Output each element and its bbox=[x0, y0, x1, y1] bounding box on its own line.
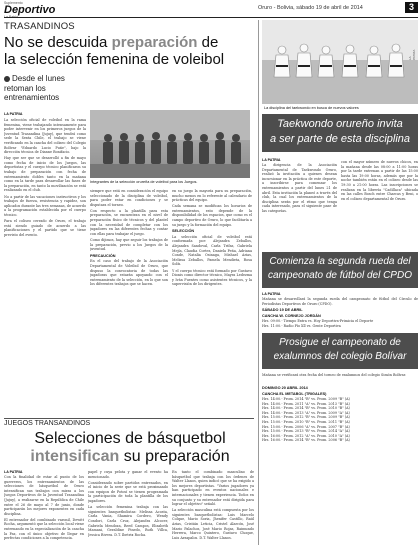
volley-team-photo bbox=[90, 110, 250, 178]
basquet-headline-em: intensifican bbox=[30, 448, 120, 465]
volley-sub-precaucion: PRECAUCIÓN bbox=[90, 253, 116, 258]
taekwondo-banner-line2: a ser parte de esta disciplina bbox=[269, 133, 411, 145]
futbol-fixture-2: Hrs. 11:00.- Radio Pío Xll vs. Gente Deportiva bbox=[262, 324, 341, 328]
basquet-col1-p1: Con la finalidad de estar al punto de los guerreros, los entrenamientos de las selecciones de básquetbol de Oruro intensifican sus trabajos con miras a los Juegos Deportivos de la Juventud Trasandina (Jujuy), a realizarse en la República de Chile entre el 26 de mayo al 7 de junio, donde participarán los mejores exponentes en cada disciplina. bbox=[4, 475, 84, 516]
volley-col3 bbox=[172, 189, 252, 419]
volley-headline bbox=[4, 34, 254, 68]
colegio-fixture-9: Hrs. 16:00.- Prom. 2012 "A" vs. Prom. 2010 "A" (A) bbox=[262, 433, 350, 438]
header-rule bbox=[4, 17, 418, 18]
taekwondo-banner-line1: Taekwondo orureño invita bbox=[277, 118, 403, 130]
basquet-col1 bbox=[4, 475, 84, 545]
volley-headline-line2: la selección femenina de voleibol bbox=[4, 51, 225, 68]
volley-col2-p4: En el caso del trabajo de la Asociación Departamental de Voleibol de Oruro, que dispuso la convocatoria de todas las jugadoras que estarán apoyando con el entrenamiento de la selección, en lo que son los diferentes trabajos que se hacen. bbox=[90, 259, 168, 287]
colegio-fixture-7: Hrs. 15:00.- Prom. 2006 "A" vs. Prom. 2007 "B" (A) bbox=[262, 424, 350, 429]
volley-col3-p3: La selección oficial de voleibol está conformada por: Alejandra Zeballos, Alejandra Sandoval, Carla Trifas, Gabriela Mejía, Claudia Cortez, Daniela Peña, Adriana Conde, Natalia Osinaga, Mishael Arias, Melissa Zeballos, Pamela Mendieta, Rosa Solís. bbox=[172, 234, 252, 267]
volley-team-illustration bbox=[90, 110, 250, 178]
volley-headline-pre: No se descuida bbox=[4, 34, 112, 51]
logo-line1: Suplemento bbox=[4, 1, 23, 5]
futbol-body: Mañana se desarrollará la segunda rueda del campeonato de fútbol del Círculo de Periodistas Deportivos de Oruro (CPDO). bbox=[262, 297, 418, 306]
volley-headline-post: de bbox=[197, 34, 219, 51]
colegio-fixture-3: Hrs. 14:00.- Prom. 2014 "B" vs. Prom. 2010 "B" (A) bbox=[262, 406, 350, 411]
volley-col1-p1: La selección oficial de voleibol en la rama femenina, viene trabajando intensamente para poder intervenir en los primeros juegos de la Juventud Trasandina (Jujuy), que tendrá como sede la Sexta Chile, el trabajo se viene verificando en la cancha del coliseo del Colegio Bolívar "Eduardo Lucio Puñe", bajo la dirección técnica de Dianne Bonifacio. bbox=[4, 118, 86, 155]
volley-col1-p4: Para el coliseo cerrado de Oruro, el trabajo está siendo guiado de acuerdo a las planificaciones y el partido que se tiene previsto del evento. bbox=[4, 218, 86, 237]
basquet-top-rule bbox=[4, 418, 254, 419]
volley-photo-caption: Integrantes de la selección orureña de voleibol para los Juegos. bbox=[90, 180, 198, 184]
colegio-banner bbox=[262, 333, 418, 369]
colegio-intro: Mañana se verificará otra fecha del torneo de exalumnos del colegio Simón Bolívar. bbox=[262, 373, 406, 377]
futbol-byline: LA PATRIA bbox=[262, 292, 281, 296]
volley-sub-seleccion: SELECCIÓN bbox=[172, 229, 195, 234]
volley-col2 bbox=[90, 189, 168, 419]
basquet-col2 bbox=[88, 470, 168, 545]
colegio-banner-line2: exalumnos del colegio Bolívar bbox=[273, 351, 407, 362]
taekwondo-photo bbox=[262, 20, 418, 104]
colegio-fixture-2: Hrs. 14:00.- Prom. 2011 "A" vs. Prom. 2013 "B" (A) bbox=[262, 401, 350, 406]
section-logo bbox=[4, 1, 76, 17]
volley-col1-p2: Hay que ser que se desarrolló a fin de mayo como fecha de inicio de los Juegos, las deportistas y el cuerpo técnico planificaron su trabajo de preparación con fecha de entrenamiento dobles tanto en la mañana como en la tarde para desarrollar las fases de la preparación, en tanto la movilización se está realizando en el club. bbox=[4, 156, 86, 193]
volley-kicker-text: Desde el lunes retoman los entrenamientos bbox=[4, 74, 65, 102]
taekwondo-byline: LA PATRIA bbox=[262, 158, 281, 162]
futbol-banner-line1: Comienza la segunda rueda del bbox=[269, 256, 411, 267]
basquet-col2-p2: Considerando sobre partidos entrenados, en el inicio de la serie que se está proximando con equipos de Potosí se tienen programada la participación de toda la plantilla de los jugadores. bbox=[88, 480, 168, 504]
volley-col1-p3: No a partir de las vacaciones instructivos y los trabajos de fuerza, resistencia y rapidez, son aplicados durante las tres semanas, de acuerdo a la programación establecida por el cuerpo técnico. bbox=[4, 194, 86, 217]
basquet-headline-post: su preparación bbox=[119, 448, 230, 465]
volley-col3-p2: Cada semana se modifican los horarios de entrenamientos, esto depende de la disponibilidad de los espacios, que como es el campo deportivo de Oruro, lo que facilitaría a su juego y la formación del equipo. bbox=[172, 204, 252, 227]
basquet-col1-p2: El entrenador del combinado varonil, Dewitt Rocha, argumentó que la selección local viene entrenando en la especialización de la cancha la Paz, con el único objetivo de llegar en perfectas condiciones a la competencia. bbox=[4, 517, 84, 541]
section-tag-trasandinos: TRASANDINOS bbox=[4, 21, 75, 32]
basquet-headline-line1: Selecciones de básquetbol bbox=[34, 430, 226, 447]
colegio-fixture-1: Hrs. 14:00.- Prom. 2014 "B" vs. Prom. 2009 "B" (A) bbox=[262, 397, 350, 401]
volley-col1 bbox=[4, 118, 86, 418]
volley-col3-p4: Y el cuerpo técnico está formado por Gustavo Dionis como director técnico, Mayra Ledezma y Iván Fuentes como asistentes técnicos, y la supervisión de los dirigentes. bbox=[172, 268, 252, 287]
futbol-banner bbox=[262, 252, 418, 288]
colegio-fixture-5: Hrs. 15:00.- Prom. 2012 "B" vs. Prom. 2009 "B" (A) bbox=[262, 415, 350, 420]
page-number: 3 bbox=[405, 2, 418, 13]
futbol-sub-sabado: SÁBADO 19 DE ABRIL bbox=[262, 308, 303, 312]
basquet-section-tag: JUEGOS TRANSANDINOS bbox=[4, 420, 91, 427]
volley-col2-p3: Como dijimos, hay que seguir los trabajos de la preparación, previo a los Juegos de la juventud. bbox=[90, 237, 168, 252]
colegio-sub-cancha: CANCHA EL METABOL (TRIGALES) bbox=[262, 392, 327, 396]
taekwondo-col1: La dirigencia de la Asociación Departamental de Taekwondo Oruro, realizó la invitación a quienes desean incursionar en la práctica de este deporte, a inscribirse para comenzar los entrenamientos a partir del lunes 21 de abril. Esta invitación la planeó a través del club, la cual los entrenamientos de la disciplina serán por el ritmo que tenga cada interesado, para el siguiente pase de las categorías. bbox=[262, 163, 337, 213]
volley-headline-em: preparación bbox=[111, 34, 198, 51]
futbol-fixture-1: Hrs. 09:00.- Tiempo Extra vs. Hoy Deportiva-Primicia el Deporte bbox=[262, 319, 374, 323]
bullet-icon bbox=[4, 76, 10, 82]
futbol-banner-line2: campeonato de fútbol del CPDO bbox=[268, 270, 412, 281]
basquet-col3-p2: La selección masculina está compuesta por los siguientes basquetbolistas: Luis Marcelo Colque, Mario Soria, Jhenifer Castillo, Raúl Arias, Cristián Leticia, Cristel Alarcón, José Mario Palachos, José Mario Rojas, Raimundo Herrera, Marco Quintero, Gustavo Choque, Luis Arzapalos. D.T. Walter Llanos. bbox=[172, 508, 254, 540]
column-divider bbox=[258, 20, 259, 545]
logo-line2: Deportivo bbox=[4, 4, 56, 16]
taekwondo-col2: con el mayor número de nuevos chicos, en la mañana desde las 08:00 a 11:00 horas por la tarde entrenan a partir de las 15:00 hasta las 19:00 horas, además que por la noche también están en el coliseo desde las 19:30 a 21:00 horas. Las inscripciones se realizan en la librería "Cadillaca" ubicada en las calles Bosch entre Charcas y Beni, o en el coliseo departamental de Oruro. bbox=[341, 160, 418, 201]
colegio-fixture-8: Hrs. 15:00.- Prom. 2013 "B" vs. Prom. 2014 "A" (A) bbox=[262, 429, 350, 434]
basquet-col3-p1: En tanto el combinado masculino de básquetbol que trabaja con los órdenes de Walter Llanos, quien indicó que se ha exigido a los mejores deportistas. "Varios jugadores ya han participado en eventos nacionales e internacionales y tienen experiencia. Todos en su conjunto y su entrenador está dirigida para lograr el objetivo" señaló. bbox=[172, 470, 254, 507]
colegio-fixture-10: Hrs. 16:00.- Prom. 2014 "B" vs. Prom. 2006 "B" (A) bbox=[262, 438, 350, 443]
basquet-headline bbox=[4, 430, 256, 466]
volley-col3-p1: en su juego la mayoría para su preparación, mucho menos en lo referente al calendario de prácticas del equipo. bbox=[172, 189, 252, 203]
taekwondo-photo-credit: LA PATRIA bbox=[408, 49, 416, 60]
masthead bbox=[0, 0, 420, 18]
volley-byline: LA PATRIA bbox=[4, 112, 23, 116]
basquet-col2-p1: papel y cuya pelota y ganar el evento ha mencionado. bbox=[88, 470, 168, 479]
taekwondo-photo-caption: La disciplina del taekwondo en busca de nuevos valores bbox=[264, 106, 359, 110]
taekwondo-illustration bbox=[262, 20, 418, 104]
basquet-byline: LA PATRIA bbox=[4, 470, 23, 474]
colegio-fixture-4: Hrs. 14:00.- Prom. 2013 "A" vs. Prom. 2009 "A" (A) bbox=[262, 410, 350, 415]
date-line: Oruro - Bolivia, sábado 19 de abril de 2014 bbox=[258, 5, 363, 11]
futbol-sub-cancha: CANCHA W. CORNEJO JORDÁN bbox=[262, 314, 321, 318]
colegio-banner-line1: Prosigue el campeonato de bbox=[279, 337, 401, 348]
basquet-col2-p3: La selección femenina trabaja con las siguientes basquetbolistas: Melissa Acosta, Carla Vania, Shamira Cordero, Wendy Condori, Carla Cruz, Alejandra Alcocer, Gabriela Mendoza, Reed Campos, Elizabeth Mamani, Geraldine Pinedo, Ruth Villca, Jessica Rivera. D.T. Ibetrix Rocha. bbox=[88, 505, 168, 537]
volley-col2-p2: Con respecto a la plantilla para esta preparación, se encuentran en el nivel de preparación físico de técnicos y del plantel con la necesidad de completar con los jugadores en las diferentes fechas y contar con ellas para trabajar el juego. bbox=[90, 208, 168, 236]
colegio-sub-domingo: DOMINGO 20 ABRIL 2014 bbox=[262, 386, 308, 390]
basquet-col3 bbox=[172, 470, 254, 545]
volley-col2-p1: siempre que está en consideración el equipo seleccionado de la disciplina de voleibol, para poder estar en condiciones y se disputara el torneo. bbox=[90, 189, 168, 207]
colegio-fixture-6: Hrs. 15:00.- Prom. 2010 "B" vs. Prom. 2011 "B" (A) bbox=[262, 419, 350, 424]
taekwondo-banner bbox=[262, 114, 418, 152]
volley-kicker bbox=[4, 74, 86, 103]
colegio-fixtures bbox=[262, 397, 418, 443]
